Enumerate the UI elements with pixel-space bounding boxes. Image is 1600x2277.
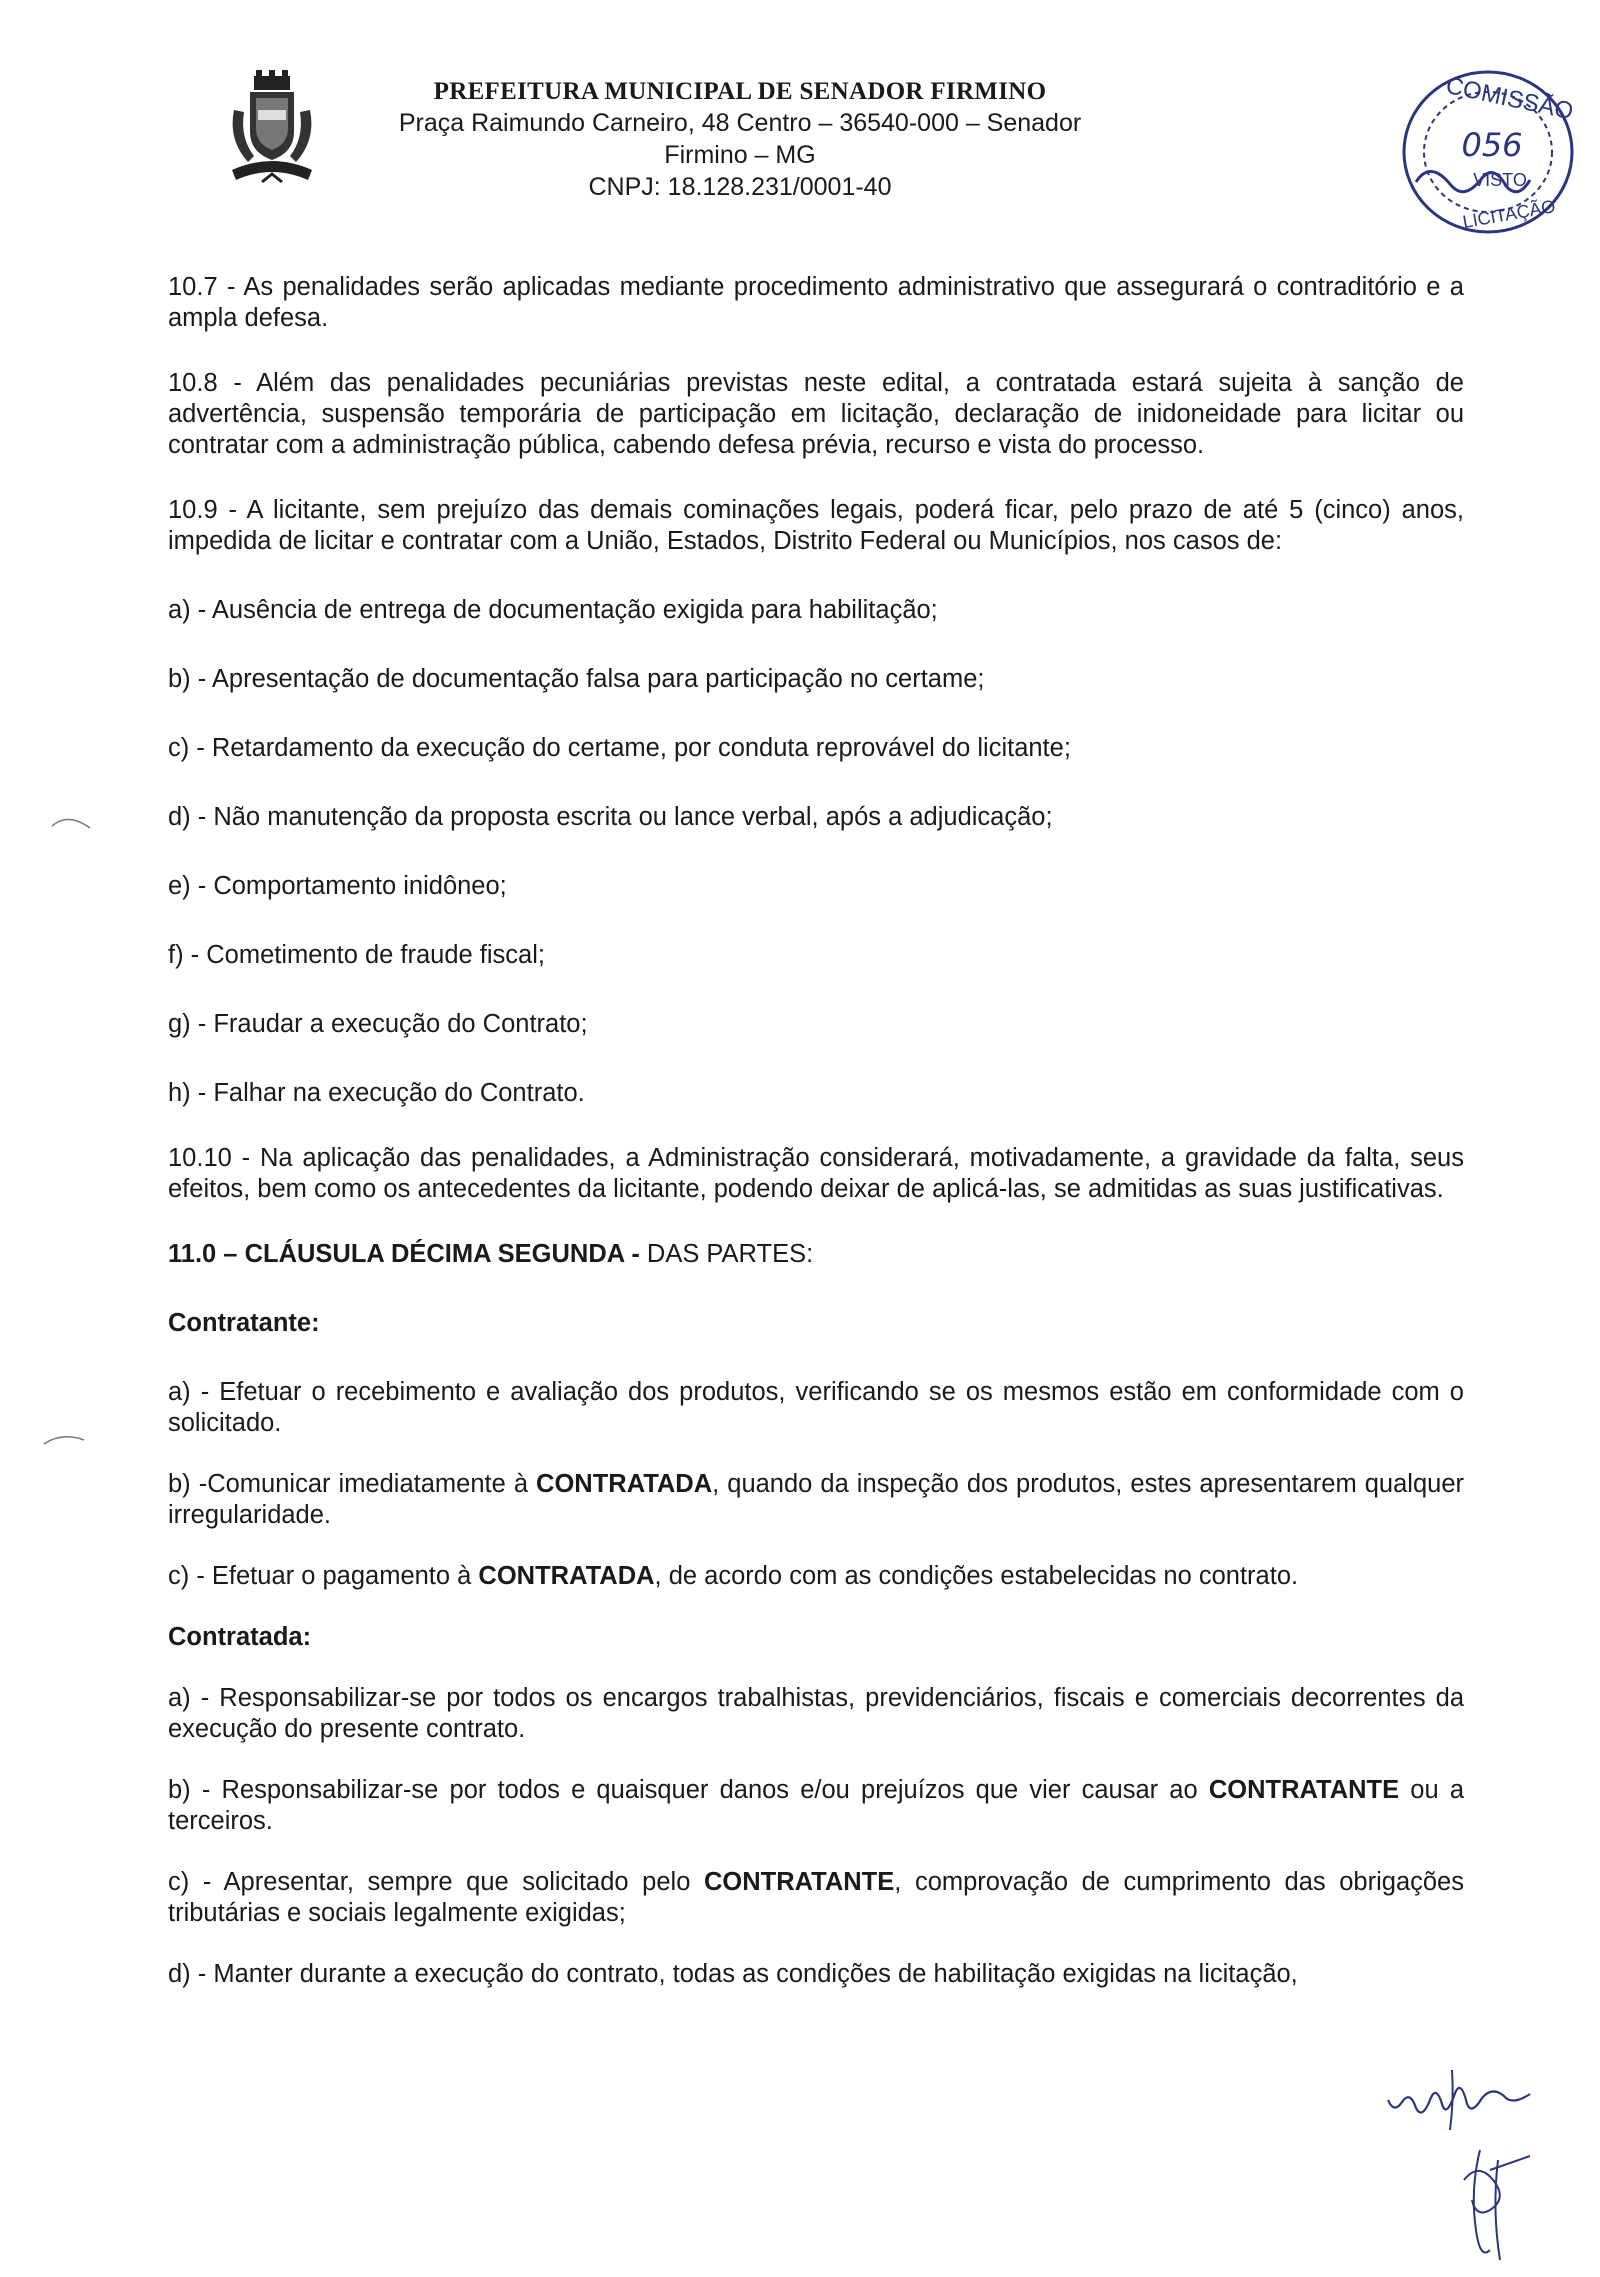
- list-item: c) - Retardamento da execução do certame, por conduta reprovável do licitante;: [168, 734, 1071, 762]
- document-body: [168, 272, 1464, 1990]
- text-segment: , comprovação de cumprimento das obrigações tributárias e sociais legalmente exigidas;: [168, 1868, 1464, 1927]
- party-name: CONTRATANTE: [703, 1868, 895, 1896]
- text-segment: c) - Apresentar, sempre que solicitado pelo: [168, 1868, 704, 1896]
- municipality-address: Praça Raimundo Carneiro, 48 Centro – 36540-000 – Senador Firmino – MG: [398, 109, 1082, 169]
- stamp-visto: VISTO: [1473, 170, 1527, 190]
- contratada-item-c: [168, 1867, 1464, 1929]
- contratante-item-c: [168, 1561, 1464, 1592]
- text-segment: c) - Efetuar o pagamento à: [168, 1562, 479, 1590]
- municipal-coat-of-arms-icon: [224, 70, 320, 190]
- municipality-cnpj: CNPJ: 18.128.231/0001-40: [588, 173, 892, 201]
- paragraph-10-9: 10.9 - A licitante, sem prejuízo das demais cominações legais, poderá ficar, pelo prazo de até 5 (cinco) anos, impedida de licitar e contratar com a União, Estados, Distrito Federal ou Municípios, nos casos de:: [168, 496, 1464, 555]
- contratante-item-b: [168, 1469, 1464, 1531]
- commission-stamp: [1390, 60, 1580, 240]
- margin-mark: [50, 810, 94, 832]
- municipality-title: PREFEITURA MUNICIPAL DE SENADOR FIRMINO: [433, 78, 1047, 105]
- party-name: CONTRATADA: [478, 1562, 655, 1590]
- letterhead: [0, 70, 1600, 233]
- text-segment: b) - Responsabilizar-se por todos e quaisquer danos e/ou prejuízos que vier causar ao: [168, 1776, 1209, 1804]
- list-item: e) - Comportamento inidôneo;: [168, 872, 507, 900]
- contratada-item-b: [168, 1775, 1464, 1837]
- party-name: CONTRATANTE: [1208, 1776, 1400, 1804]
- text-segment: b) -Comunicar imediatamente à: [168, 1470, 537, 1498]
- text-segment: , de acordo com as condições estabelecidas no contrato.: [654, 1562, 1299, 1590]
- clause-11-title: 11.0 – CLÁUSULA DÉCIMA SEGUNDA -: [168, 1240, 640, 1268]
- list-item: f) - Cometimento de fraude fiscal;: [168, 941, 545, 969]
- stamp-bottom-text: LICITAÇÃO: [1461, 196, 1557, 233]
- party-name: CONTRATADA: [536, 1470, 713, 1498]
- list-item: b) - Apresentação de documentação falsa para participação no certame;: [168, 665, 985, 693]
- contratante-heading: Contratante:: [168, 1309, 320, 1337]
- clause-11-subtitle: DAS PARTES:: [639, 1240, 814, 1268]
- text-segment: , quando da inspeção dos produtos, estes apresentarem qualquer irregularidade.: [168, 1470, 1464, 1529]
- list-item: d) - Não manutenção da proposta escrita ou lance verbal, após a adjudicação;: [168, 803, 1053, 831]
- list-item: g) - Fraudar a execução do Contrato;: [168, 1010, 588, 1038]
- handwritten-signature: [1380, 2060, 1580, 2270]
- paragraph-10-10: 10.10 - Na aplicação das penalidades, a Administração considerará, motivadamente, a gravidade da falta, seus efeitos, bem como os antecedentes da licitante, podendo deixar de aplicá-las, se admitidas as suas justificativas.: [168, 1144, 1464, 1203]
- list-item: a) - Ausência de entrega de documentação exigida para habilitação;: [168, 596, 938, 624]
- list-item: h) - Falhar na execução do Contrato.: [168, 1079, 585, 1107]
- paragraph-10-8: 10.8 - Além das penalidades pecuniárias previstas neste edital, a contratada estará sujeita à sanção de advertência, suspensão temporária de participação em licitação, declaração de inidoneidade para licitar ou contratar com a administração pública, cabendo defesa prévia, recurso e vista do processo.: [168, 369, 1464, 459]
- stamp-top-text: COMISSÃO: [1443, 72, 1576, 126]
- contratada-item-d: d) - Manter durante a execução do contrato, todas as condições de habilitação exigidas na licitação,: [168, 1960, 1298, 1988]
- contratada-heading: Contratada:: [168, 1623, 312, 1651]
- text-segment: ou a terceiros.: [168, 1776, 1464, 1835]
- contratada-item-a: a) - Responsabilizar-se por todos os encargos trabalhistas, previdenciários, fiscais e comerciais decorrentes da execução do presente contrato.: [168, 1684, 1464, 1743]
- contratante-item-a: a) - Efetuar o recebimento e avaliação dos produtos, verificando se os mesmos estão em conformidade com o solicitado.: [168, 1378, 1464, 1437]
- margin-mark: [42, 1428, 86, 1450]
- paragraph-10-7: 10.7 - As penalidades serão aplicadas mediante procedimento administrativo que assegurará o contraditório e a ampla defesa.: [168, 273, 1464, 332]
- clause-11-heading: [168, 1239, 1464, 1270]
- stamp-number: 056: [1461, 126, 1523, 164]
